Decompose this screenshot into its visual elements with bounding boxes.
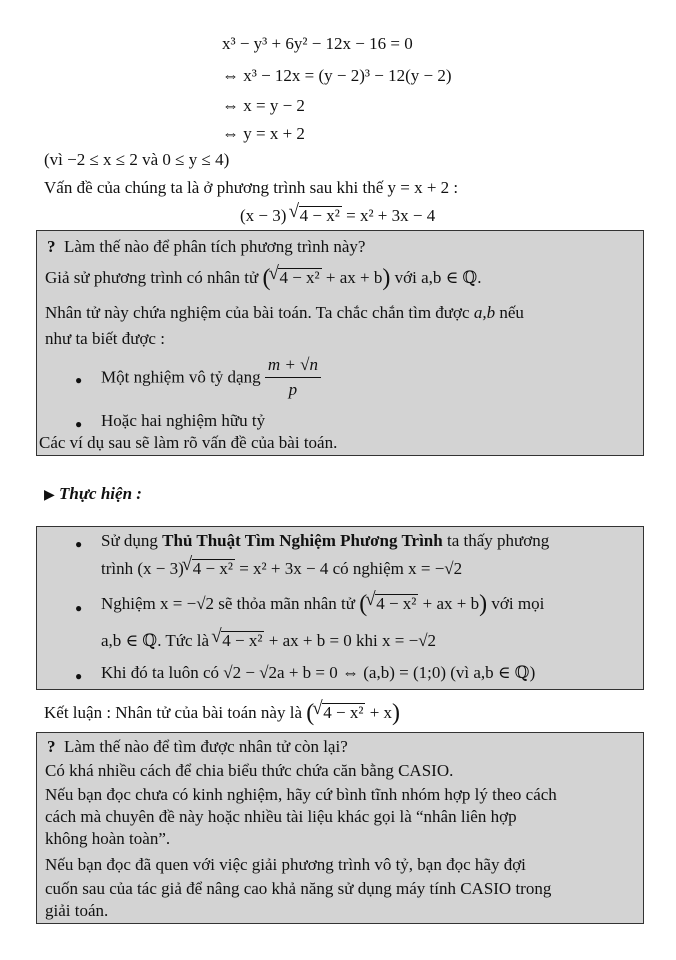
sqrt-expression: √ 4 − x² — [299, 206, 342, 225]
question-box-2 — [36, 732, 644, 924]
derivation-line-4: ⇔ y = x + 2 — [222, 124, 305, 143]
exec-bullet-3: Khi đó ta luôn có √2 − √2a + b = 0 ⇔ (a,b) = (1;0) (vì a,b ∈ ℚ) — [101, 663, 536, 682]
equation-left: (x − 3) — [240, 206, 287, 225]
box3-line-7: giải toán. — [45, 901, 109, 920]
condition-text: (vì −2 ≤ x ≤ 2 và 0 ≤ y ≤ 4) — [44, 150, 230, 169]
bullet-icon: ● — [75, 537, 83, 551]
section-title: ▶ Thực hiện : — [44, 484, 142, 503]
derivation-line-2: ⇔ x³ − 12x = (y − 2)³ − 12(y − 2) — [222, 66, 452, 85]
box3-line-6: cuốn sau của tác giả để nâng cao khả năng sử dụng máy tính CASIO trong — [45, 879, 552, 898]
box1-closing: Các ví dụ sau sẽ làm rõ vấn đề của bài toán. — [39, 433, 338, 452]
fraction: $\frac{m + √n}{p}$ — [265, 355, 321, 400]
question-2: ? Làm thế nào để tìm được nhân tử còn lại? — [47, 737, 348, 756]
exec-bullet-1-line-2: trình (x − 3)√ 4 − x² = x² + 3x − 4 có nghiệm x = −√2 — [101, 559, 462, 579]
question-mark: ? — [47, 737, 56, 756]
question-box-1 — [36, 230, 644, 456]
bullet-icon: ● — [75, 373, 83, 387]
bullet-icon: ● — [75, 669, 83, 683]
bullet-rational: Hoặc hai nghiệm hữu tỷ — [101, 411, 266, 430]
bullet-irrational: Một nghiệm vô tỷ dạng $\frac{m + √n}{p}$ — [101, 355, 321, 400]
derivation-line-1: x³ − y³ + 6y² − 12x − 16 = 0 — [222, 34, 413, 53]
execution-box — [36, 526, 644, 690]
triangle-icon: ▶ — [44, 488, 55, 503]
box3-line-2: Nếu bạn đọc chưa có kinh nghiệm, hãy cứ bình tĩnh nhóm hợp lý theo cách — [45, 785, 557, 804]
sqrt-factor: √ 4 − x² — [278, 268, 321, 287]
box3-line-4: không hoàn toàn”. — [45, 829, 171, 848]
exec-bullet-2: Nghiệm x = −√2 sẽ thỏa mãn nhân tử (√ 4 − x² + ax + b) với mọi — [101, 591, 544, 618]
question-mark: ? — [47, 237, 56, 256]
main-equation — [240, 206, 435, 226]
exec-bullet-1: Sử dụng Thủ Thuật Tìm Nghiệm Phương Trình ta thấy phương — [101, 531, 550, 550]
assume-line: Giả sử phương trình có nhân tử (√ 4 − x² + ax + b) với a,b ∈ ℚ. — [45, 265, 482, 292]
equation-right: = x² + 3x − 4 — [346, 206, 436, 225]
bullet-icon: ● — [75, 601, 83, 615]
conclusion: Kết luận : Nhân tử của bài toán này là (√ 4 − x² + x) — [44, 700, 400, 727]
question-1: ? Làm thế nào để phân tích phương trình này? — [47, 237, 366, 256]
box3-line-5: Nếu bạn đọc đã quen với việc giải phương trình vô tỷ, bạn đọc hãy đợi — [45, 855, 526, 874]
box1-paragraph-1: Nhân tử này chứa nghiệm của bài toán. Ta chắc chắn tìm được a,b nếu — [45, 303, 524, 322]
box3-line-1: Có khá nhiều cách để chia biểu thức chứa căn bằng CASIO. — [45, 761, 454, 780]
box1-paragraph-2: như ta biết được : — [45, 329, 165, 348]
exec-bullet-2-line-2: a,b ∈ ℚ. Tức là √ 4 − x² + ax + b = 0 khi x = −√2 — [101, 631, 436, 651]
bullet-icon: ● — [75, 417, 83, 431]
problem-intro: Vấn đề của chúng ta là ở phương trình sau khi thế y = x + 2 : — [44, 178, 459, 197]
derivation-line-3: ⇔ x = y − 2 — [222, 96, 305, 115]
box3-line-3: cách mà chuyên đề này hoặc nhiều tài liệu khác gọi là “nhân liên hợp — [45, 807, 517, 826]
